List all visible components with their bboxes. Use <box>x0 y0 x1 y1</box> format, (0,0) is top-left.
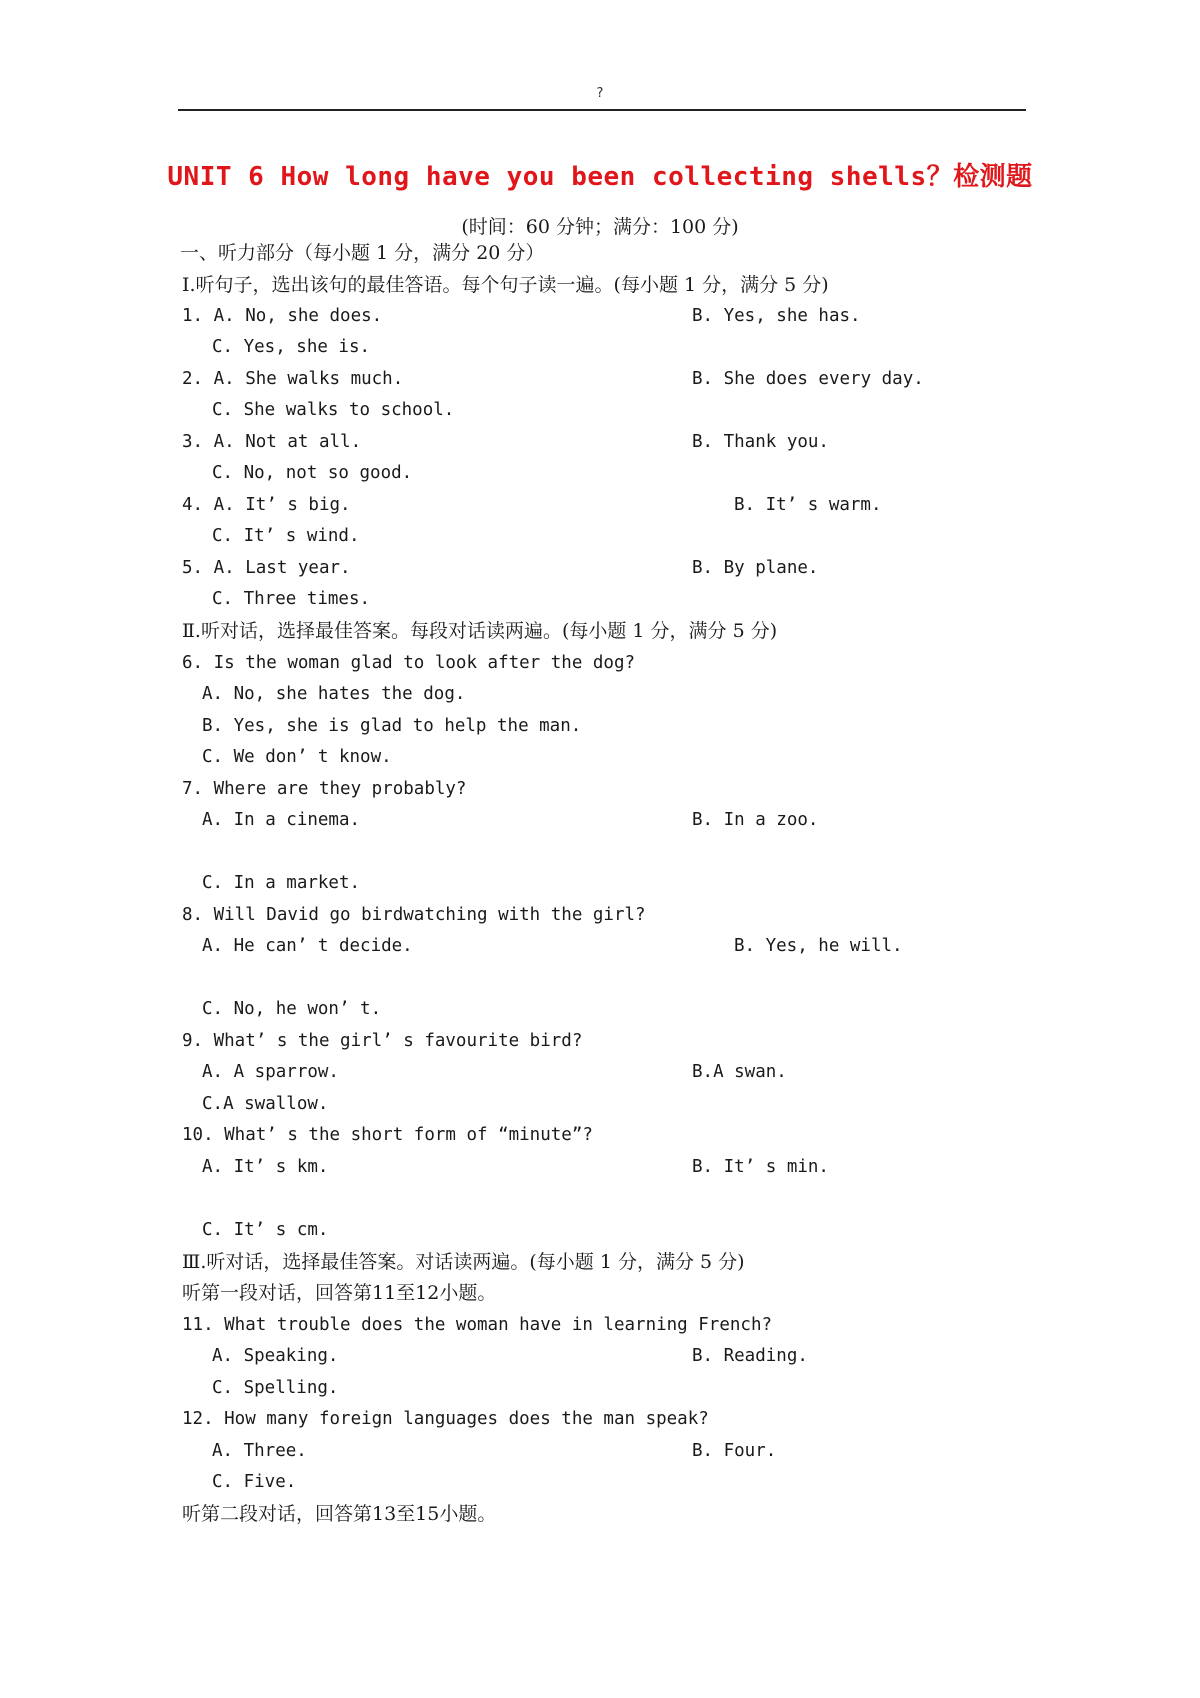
q9-option-a: A. A sparrow. <box>202 1062 339 1082</box>
q3-option-c: C. No, not so good. <box>212 463 413 483</box>
q5-option-a: 5. A. Last year. <box>182 558 351 578</box>
q7-option-c: C. In a market. <box>202 873 361 893</box>
q10-option-b: B. It’ s min. <box>692 1157 829 1177</box>
q11-option-a: A. Speaking. <box>212 1346 339 1366</box>
q2-option-b: B. She does every day. <box>692 369 924 389</box>
q3-option-b: B. Thank you. <box>692 432 829 452</box>
dialog-instruction: 听第二段对话，回答第13至15小题。 <box>182 1503 497 1525</box>
part-heading: Ⅲ.听对话，选择最佳答案。对话读两遍。(每小题 1 分，满分 5 分) <box>182 1251 745 1273</box>
q10-option-a: A. It’ s km. <box>202 1157 329 1177</box>
part-heading: Ⅰ.听句子，选出该句的最佳答语。每个句子读一遍。(每小题 1 分，满分 5 分) <box>182 274 829 296</box>
q2-option-a: 2. A. She walks much. <box>182 369 404 389</box>
q9-question: 9. What’ s the girl’ s favourite bird? <box>182 1031 583 1051</box>
header-mark: ? <box>596 86 604 101</box>
q6-option-b: B. Yes, she is glad to help the man. <box>202 716 582 736</box>
q4-option-b: B. It’ s warm. <box>734 495 882 515</box>
q2-option-c: C. She walks to school. <box>212 400 455 420</box>
q7-option-b: B. In a zoo. <box>692 810 819 830</box>
q6-option-a: A. No, she hates the dog. <box>202 684 466 704</box>
q1-option-c: C. Yes, she is. <box>212 337 371 357</box>
q11-option-b: B. Reading. <box>692 1346 808 1366</box>
q5-option-c: C. Three times. <box>212 589 371 609</box>
q5-option-b: B. By plane. <box>692 558 819 578</box>
q1-option-a: 1. A. No, she does. <box>182 306 383 326</box>
q10-option-c: C. It’ s cm. <box>202 1220 329 1240</box>
q12-option-a: A. Three. <box>212 1441 307 1461</box>
page-title: UNIT 6 How long have you been collecting shells？检测题 <box>167 162 1033 192</box>
q12-option-c: C. Five. <box>212 1472 297 1492</box>
q11-option-c: C. Spelling. <box>212 1378 339 1398</box>
q12-question: 12. How many foreign languages does the man speak? <box>182 1409 709 1429</box>
q4-option-c: C. It’ s wind. <box>212 526 360 546</box>
section-heading: 一、听力部分（每小题 1 分，满分 20 分） <box>180 242 545 264</box>
part-heading: Ⅱ.听对话，选择最佳答案。每段对话读两遍。(每小题 1 分，满分 5 分) <box>182 620 778 642</box>
q9-option-c: C.A swallow. <box>202 1094 329 1114</box>
q8-option-a: A. He can’ t decide. <box>202 936 413 956</box>
q6-option-c: C. We don’ t know. <box>202 747 392 767</box>
q6-question: 6. Is the woman glad to look after the dog? <box>182 653 636 673</box>
q3-option-a: 3. A. Not at all. <box>182 432 362 452</box>
q8-question: 8. Will David go birdwatching with the girl? <box>182 905 646 925</box>
page-subtitle: (时间：60 分钟；满分：100 分) <box>461 216 739 238</box>
q7-question: 7. Where are they probably? <box>182 779 467 799</box>
q10-question: 10. What’ s the short form of “minute”? <box>182 1125 593 1145</box>
q11-question: 11. What trouble does the woman have in learning French? <box>182 1315 773 1335</box>
q8-option-b: B. Yes, he will. <box>734 936 903 956</box>
q8-option-c: C. No, he won’ t. <box>202 999 382 1019</box>
header-rule <box>178 109 1026 111</box>
q4-option-a: 4. A. It’ s big. <box>182 495 351 515</box>
dialog-instruction: 听第一段对话，回答第11至12小题。 <box>182 1282 497 1304</box>
q12-option-b: B. Four. <box>692 1441 777 1461</box>
q9-option-b: B.A swan. <box>692 1062 787 1082</box>
q1-option-b: B. Yes, she has. <box>692 306 861 326</box>
q7-option-a: A. In a cinema. <box>202 810 361 830</box>
